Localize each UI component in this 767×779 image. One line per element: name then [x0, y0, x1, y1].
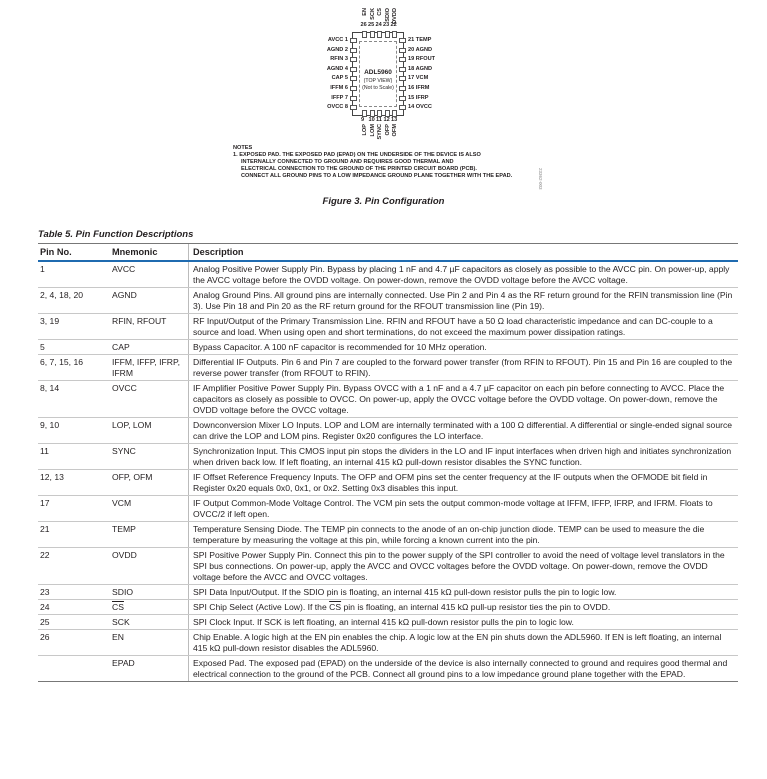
- top-pin-pad: [392, 31, 397, 38]
- mnemonic-cell: OVCC: [110, 381, 189, 418]
- table-row: [38, 261, 738, 288]
- pin-number: 14: [408, 104, 415, 111]
- pin-name: IFFM: [330, 85, 344, 91]
- table-row: [38, 288, 738, 314]
- bottom-pin-number: 10: [368, 117, 375, 123]
- mnemonic-cell: OFP, OFM: [110, 470, 189, 496]
- bottom-pin-pad: [385, 110, 390, 117]
- pin-number: 19: [408, 56, 415, 63]
- right-pin-pad: [399, 67, 406, 72]
- pin-number: 17: [408, 75, 415, 82]
- table-title: Table 5. Pin Function Descriptions: [38, 229, 194, 240]
- pin-number: 2: [344, 46, 348, 53]
- pin-number-cell: 24: [38, 600, 110, 615]
- header-pin-no: Pin No.: [38, 244, 110, 262]
- pin-number-cell: 5: [38, 340, 110, 355]
- description-cell: RF Input/Output of the Primary Transmission Line. RFIN and RFOUT have a 50 Ω load characteristic impedance and can DC-couple to a source and load. When using open and short terminations, do not exceed the maximum power dissipation ratings.: [189, 314, 739, 340]
- pin-name: IFFP: [331, 94, 344, 101]
- right-pin-label: [408, 47, 432, 53]
- left-pin-pad: [350, 76, 357, 81]
- bottom-pin-label: OFP: [384, 124, 391, 136]
- pin-number-cell: 6, 7, 15, 16: [38, 355, 110, 381]
- bottom-pin-pad: [377, 110, 382, 117]
- description-cell: Chip Enable. A logic high at the EN pin enables the chip. A logic low at the EN pin shuts down the ADL5960. If EN is left floating, an internal 415 kΩ pull-down resistor disables the ADL5960.: [189, 630, 739, 656]
- table-row: [38, 314, 738, 340]
- left-pin-label: [298, 104, 348, 110]
- notes-line: 1. EXPOSED PAD. THE EXPOSED PAD (EPAD) ON THE UNDERSIDE OF THE DEVICE IS ALSO: [233, 152, 481, 158]
- pin-name: OVCC: [327, 104, 344, 111]
- header-description: Description: [189, 244, 739, 262]
- left-pin-label: [298, 75, 348, 81]
- pin-number-cell: 9, 10: [38, 418, 110, 444]
- mnemonic-cell: RFIN, RFOUT: [110, 314, 189, 340]
- top-pin-pad: [362, 31, 367, 38]
- pin-number: 8: [344, 104, 348, 111]
- left-pin-pad: [350, 67, 357, 72]
- description-text: SPI Chip Select (Active Low). If the: [193, 602, 330, 612]
- bottom-pin-pad: [392, 110, 397, 117]
- pin-configuration-diagram: [300, 4, 450, 140]
- mnemonic-cell: OVDD: [110, 548, 189, 585]
- description-cell: Analog Ground Pins. All ground pins are internally connected. Use Pin 2 and Pin 4 as the RF return ground for the RFIN transmission line (Pin 3). Use Pin 18 and Pin 20 as the RF return ground for the RFOUT transmission line (Pin 19).: [189, 288, 739, 314]
- description-cell: IF Output Common-Mode Voltage Control. The VCM pin sets the output common-mode voltage at IFFM, IFFP, IFRP, and IFRM. Floats to OVCC/2 if left open.: [189, 496, 739, 522]
- figure-caption: Figure 3. Pin Configuration: [322, 196, 445, 207]
- bottom-pin-label: SYNC: [377, 124, 383, 140]
- notes-line: CONNECT ALL GROUND PINS TO A LOW IMPEDANCE GROUND PLANE TOGETHER WITH THE EPAD.: [241, 173, 513, 179]
- pin-name: RFIN: [330, 56, 344, 63]
- pin-number-cell: 8, 14: [38, 381, 110, 418]
- left-pin-pad: [350, 86, 357, 91]
- table-row: [38, 470, 738, 496]
- left-pin-pad: [350, 105, 357, 110]
- description-cell: [189, 600, 739, 615]
- pin-number-cell: 21: [38, 522, 110, 548]
- pin-name: AGND: [326, 46, 344, 53]
- description-cell: Downconversion Mixer LO Inputs. LOP and LOM are internally terminated with a 100 Ω differential. A differential or single-ended signal source can drive the LOP and LOM pins. Register 0x20 configures the LO interface.: [189, 418, 739, 444]
- pin-name: RFOUT: [415, 56, 436, 63]
- top-pin-number: 24: [375, 22, 382, 28]
- top-pin-label: CS: [377, 8, 383, 16]
- pin-number: 21: [408, 37, 415, 43]
- bottom-pin-label: OFM: [392, 124, 398, 137]
- table-row: [38, 355, 738, 381]
- mnemonic-cell: AVCC: [110, 261, 189, 288]
- pin-number: 3: [344, 56, 348, 63]
- description-cell: Analog Positive Power Supply Pin. Bypass by placing 1 nF and 4.7 µF capacitors as closely as possible to the AVCC pin. On power-up, apply the AVCC voltage before the OVDD voltage. On power-down, remove the OVDD voltage before the AVCC voltage.: [189, 261, 739, 288]
- pin-name: AGND: [326, 65, 344, 72]
- right-pin-label: [408, 37, 431, 43]
- notes-title: NOTES: [233, 145, 253, 151]
- description-cell: SPI Positive Power Supply Pin. Connect this pin to the power supply of the SPI controller to avoid the need of voltage level translators in the SPI bus connections. On power-up, apply the AVCC and OVCC voltages before the OVDD voltage. On power-down, remove the OVDD voltage before the AVCC and OVCC voltages.: [189, 548, 739, 585]
- description-cell: IF Amplifier Positive Power Supply Pin. Bypass OVCC with a 1 nF and a 4.7 µF capacitor on each pin before connecting to AVCC. Place the capacitors as closely as possible to OVCC. On power-up, apply the OVCC voltage before the OVDD voltage. On power-down, remove the OVDD voltage before the OVCC voltage.: [189, 381, 739, 418]
- bottom-pin-number: 12: [383, 117, 390, 123]
- bottom-pin-label: LOM: [369, 124, 376, 137]
- table-row: [38, 418, 738, 444]
- table-row: [38, 548, 738, 585]
- right-pin-pad: [399, 86, 406, 91]
- scale-label: (Not to Scale): [362, 85, 394, 91]
- bottom-pin-number: 9: [361, 117, 365, 123]
- bottom-pin-number: 11: [376, 117, 382, 123]
- mnemonic-cell: IFFM, IFFP, IFRP, IFRM: [110, 355, 189, 381]
- bottom-pin-label: LOP: [362, 124, 368, 136]
- table-row: [38, 585, 738, 600]
- mnemonic-cell: EPAD: [110, 656, 189, 682]
- pin-number: 16: [408, 85, 415, 91]
- top-pin-number: 23: [383, 22, 390, 28]
- pin-number-cell: 1: [38, 261, 110, 288]
- pin-number: 15: [408, 94, 415, 101]
- right-pin-pad: [399, 76, 406, 81]
- right-pin-label: [408, 56, 435, 62]
- left-pin-pad: [350, 96, 357, 101]
- top-pin-pad: [377, 31, 382, 38]
- top-pin-pad: [370, 31, 375, 38]
- right-pin-pad: [399, 57, 406, 62]
- left-pin-label: [298, 56, 348, 62]
- pin-name: AGND: [415, 65, 433, 72]
- pin-number-cell: 11: [38, 444, 110, 470]
- top-pin-pad: [385, 31, 390, 38]
- pin-name: OVCC: [415, 104, 432, 111]
- pin-number: 20: [408, 46, 415, 53]
- table-row: [38, 444, 738, 470]
- pin-number-cell: 25: [38, 615, 110, 630]
- description-cell: Temperature Sensing Diode. The TEMP pin connects to the anode of an on-chip junction diode. TEMP can be used to measure the die temperature by measuring the voltage at this pin, while forcing a known current into the pin.: [189, 522, 739, 548]
- left-pin-pad: [350, 38, 357, 43]
- pin-name: VCM: [415, 75, 429, 82]
- chip-package: [352, 32, 404, 116]
- right-pin-label: [408, 85, 429, 91]
- description-text: pin is floating, an internal 415 kΩ pull-up resistor ties the pin to OVDD.: [341, 602, 611, 612]
- description-cell: Exposed Pad. The exposed pad (EPAD) on the underside of the device is also internally connected to ground and requires good thermal and electrical connection to the ground of the PCB. Connect all ground pins to a low impedance ground plane together with the EPAD.: [189, 656, 739, 682]
- table-row: [38, 630, 738, 656]
- table-row: [38, 340, 738, 355]
- description-cell: Differential IF Outputs. Pin 6 and Pin 7 are coupled to the forward power transfer (from RFIN to RFOUT). Pin 15 and Pin 16 are coupled to the reverse power transfer (from RFOUT to RFIN).: [189, 355, 739, 381]
- chip-name: ADL5960: [364, 69, 392, 76]
- top-pin-label: SDIO: [384, 8, 391, 22]
- figure-id: 23362-003: [538, 168, 543, 190]
- table-row: [38, 496, 738, 522]
- table-row: [38, 615, 738, 630]
- right-pin-pad: [399, 96, 406, 101]
- description-cell: SPI Data Input/Output. If the SDIO pin is floating, an internal 415 kΩ pull-down resistor pulls the pin to logic low.: [189, 585, 739, 600]
- notes-line: ELECTRICAL CONNECTION TO THE GROUND OF THE PRINTED CIRCUIT BOARD (PCB).: [241, 166, 477, 172]
- pin-function-table: [38, 243, 738, 682]
- pin-number-cell: 17: [38, 496, 110, 522]
- mnemonic-cell: LOP, LOM: [110, 418, 189, 444]
- table-row: [38, 522, 738, 548]
- pin-number: 5: [344, 75, 348, 82]
- table-row: [38, 600, 738, 615]
- notes-line: INTERNALLY CONNECTED TO GROUND AND REQUIRES GOOD THERMAL AND: [241, 159, 454, 165]
- left-pin-label: [298, 37, 348, 43]
- description-cell: Bypass Capacitor. A 100 nF capacitor is recommended for 10 MHz operation.: [189, 340, 739, 355]
- left-pin-label: [298, 47, 348, 53]
- pin-number: 4: [344, 65, 348, 72]
- table-body: [38, 261, 738, 682]
- pin-number-cell: 3, 19: [38, 314, 110, 340]
- figure-notes: [233, 145, 512, 180]
- pin-number: 6: [344, 85, 348, 91]
- table-row: [38, 656, 738, 682]
- bottom-pin-number: 13: [391, 117, 398, 123]
- top-pin-label: EN: [362, 8, 368, 16]
- mnemonic-cell: EN: [110, 630, 189, 656]
- pin-number-cell: [38, 656, 110, 682]
- pin-number: 18: [408, 65, 415, 72]
- mnemonic-cell: VCM: [110, 496, 189, 522]
- top-pin-label: SCK: [369, 8, 376, 20]
- pin-number-cell: 2, 4, 18, 20: [38, 288, 110, 314]
- top-pin-number: 26: [360, 22, 367, 28]
- description-cell: Synchronization Input. This CMOS input pin stops the dividers in the LO and IF input interfaces when driven high and initiates synchronization when driven back low. If left floating, an internal 415 kΩ pull-down resistor disables the SYNC function.: [189, 444, 739, 470]
- left-pin-label: [298, 66, 348, 72]
- right-pin-pad: [399, 38, 406, 43]
- top-pin-number: 22: [390, 22, 397, 28]
- pin-number-cell: 23: [38, 585, 110, 600]
- pin-name: CAP: [331, 75, 344, 82]
- description-mnemonic: $\overline{CS}$: [329, 602, 342, 612]
- right-pin-label: [408, 104, 432, 110]
- pin-number: 7: [344, 94, 348, 101]
- mnemonic-cell: TEMP: [110, 522, 189, 548]
- mnemonic-cell: $\overline{CS}$: [110, 600, 189, 615]
- table-header-row: [38, 244, 738, 262]
- left-pin-pad: [350, 48, 357, 53]
- top-pin-number: 25: [368, 22, 375, 28]
- view-label: (TOP VIEW): [363, 78, 393, 84]
- right-pin-pad: [399, 48, 406, 53]
- pin-number-cell: 26: [38, 630, 110, 656]
- header-mnemonic: Mnemonic: [110, 244, 189, 262]
- top-pin-label: OVDD: [392, 8, 398, 25]
- mnemonic-cell: AGND: [110, 288, 189, 314]
- bottom-pin-pad: [370, 110, 375, 117]
- left-pin-pad: [350, 57, 357, 62]
- mnemonic-cell: SYNC: [110, 444, 189, 470]
- mnemonic-cell: CAP: [110, 340, 189, 355]
- description-cell: IF Offset Reference Frequency Inputs. The OFP and OFM pins set the center frequency at the IF outputs when the OFMODE bit field in Register 0x20 equals 0x0, 0x1, or 0x2. Setting 0x3 disables this input.: [189, 470, 739, 496]
- pin-name: IFRM: [415, 85, 430, 91]
- left-pin-label: [298, 85, 348, 91]
- pin-name: AGND: [415, 46, 433, 53]
- pin-number: 1: [344, 37, 348, 43]
- bottom-pin-pad: [362, 110, 367, 117]
- right-pin-label: [408, 95, 429, 101]
- right-pin-label: [408, 75, 428, 81]
- pin-name: IFRP: [415, 94, 429, 101]
- table-row: [38, 381, 738, 418]
- right-pin-label: [408, 66, 432, 72]
- mnemonic-cell: SCK: [110, 615, 189, 630]
- pin-name: AVCC: [327, 37, 344, 43]
- pin-number-cell: 22: [38, 548, 110, 585]
- mnemonic-cell: SDIO: [110, 585, 189, 600]
- right-pin-pad: [399, 105, 406, 110]
- pin-name: TEMP: [415, 37, 432, 43]
- description-cell: SPI Clock Input. If SCK is left floating, an internal 415 kΩ pull-down resistor pulls the pin to logic low.: [189, 615, 739, 630]
- pin-number-cell: 12, 13: [38, 470, 110, 496]
- left-pin-label: [298, 95, 348, 101]
